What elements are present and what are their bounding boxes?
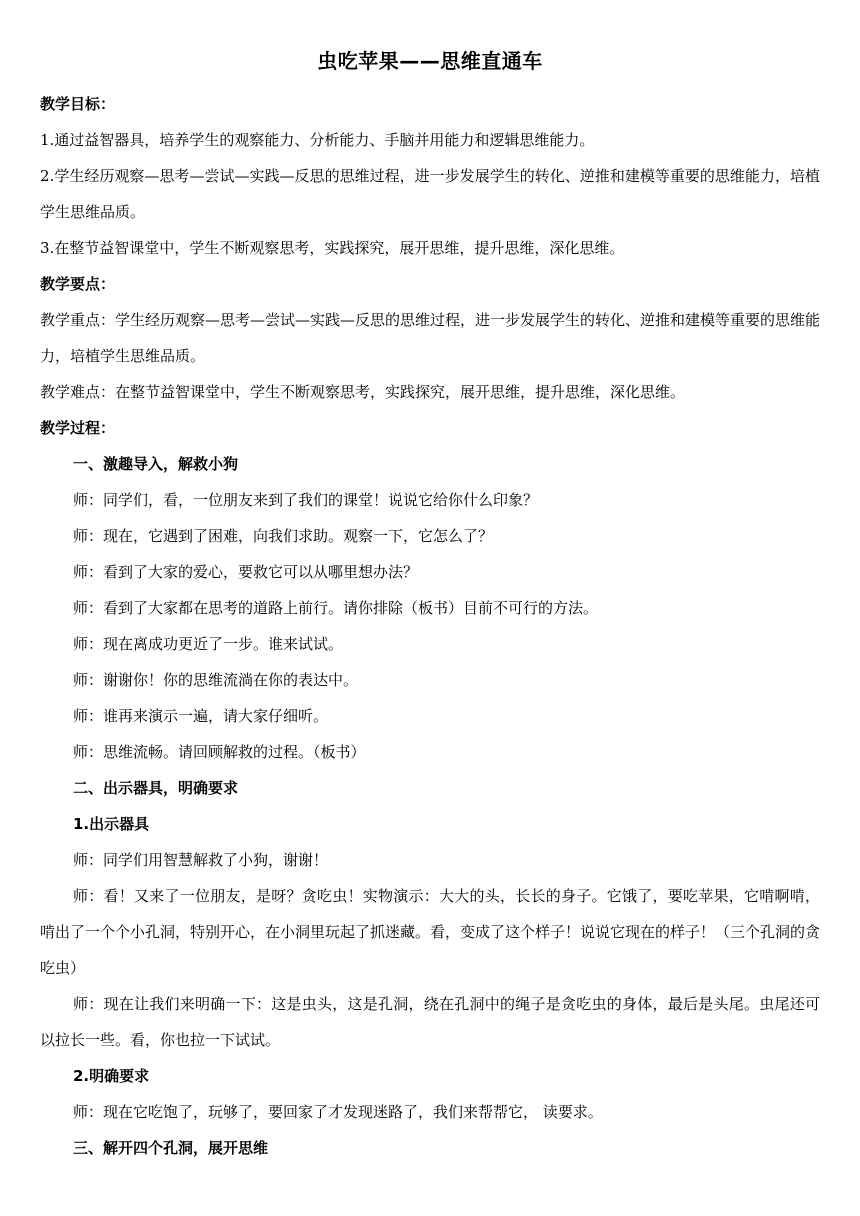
dialogue-line: 师：谁再来演示一遍，请大家仔细听。 <box>73 707 329 725</box>
dialogue-line: 师：现在离成功更近了一步。谁来试试。 <box>73 635 344 653</box>
section-2-heading: 二、出示器具，明确要求 <box>73 779 239 797</box>
dialogue-line: 师：现在它吃饱了，玩够了，要回家了才发现迷路了，我们来帮帮它， 读要求。 <box>73 1103 603 1121</box>
keypoints-heading: 教学要点： <box>40 275 116 293</box>
dialogue-line: 师：现在，它遇到了困难，向我们求助。观察一下，它怎么了？ <box>73 527 494 545</box>
document-title: 虫吃苹果——思维直通车 <box>317 49 543 73</box>
process-heading: 教学过程： <box>40 419 116 437</box>
dialogue-line: 师：看到了大家的爱心，要救它可以从哪里想办法？ <box>73 563 419 581</box>
dialogue-line: 师：同学们，看，一位朋友来到了我们的课堂！说说它给你什么印象？ <box>73 491 539 509</box>
goal-item-2: 2.学生经历观察—思考—尝试—实践—反思的思维过程，进一步发展学生的转化、逆推和建模等重要的思维能力，培植学生思维品质。 <box>40 167 820 221</box>
goal-item-3: 3.在整节益智课堂中，学生不断观察思考，实践探究，展开思维，提升思维，深化思维。 <box>40 239 625 257</box>
dialogue-line: 师：同学们用智慧解救了小狗，谢谢！ <box>73 851 329 869</box>
dialogue-line: 师：思维流畅。请回顾解救的过程。（板书） <box>73 743 366 761</box>
subsection-2-heading: 2.明确要求 <box>73 1067 150 1085</box>
dialogue-line: 师：谢谢你！你的思维流淌在你的表达中。 <box>73 671 359 689</box>
goals-heading: 教学目标： <box>40 95 116 113</box>
keypoint-focus: 教学重点：学生经历观察—思考—尝试—实践—反思的思维过程，进一步发展学生的转化、逆推和建模等重要的思维能力，培植学生思维品质。 <box>40 311 821 365</box>
goal-item-1: 1.通过益智器具，培养学生的观察能力、分析能力、手脑并用能力和逻辑思维能力。 <box>40 131 595 149</box>
dialogue-paragraph: 师：现在让我们来明确一下：这是虫头，这是孔洞，绕在孔洞中的绳子是贪吃虫的身体，最后是头尾。虫尾还可以拉长一些。看，你也拉一下试试。 <box>40 995 820 1049</box>
dialogue-paragraph: 师：看！又来了一位朋友，是呀？贪吃虫！实物演示：大大的头，长长的身子。它饿了，要吃苹果，它啃啊啃，啃出了一个个小孔洞，特别开心，在小洞里玩起了抓迷藏。看，变成了这个样子！说说它现在的样子！（三个孔洞的贪吃虫） <box>40 887 821 977</box>
keypoint-difficulty: 教学难点：在整节益智课堂中，学生不断观察思考，实践探究，展开思维，提升思维，深化思维。 <box>40 383 686 401</box>
section-3-heading: 三、解开四个孔洞，展开思维 <box>73 1139 269 1157</box>
subsection-1-heading: 1.出示器具 <box>73 815 150 833</box>
dialogue-line: 师：看到了大家都在思考的道路上前行。请你排除（板书）目前不可行的方法。 <box>73 599 599 617</box>
section-1-heading: 一、激趣导入，解救小狗 <box>73 455 239 473</box>
